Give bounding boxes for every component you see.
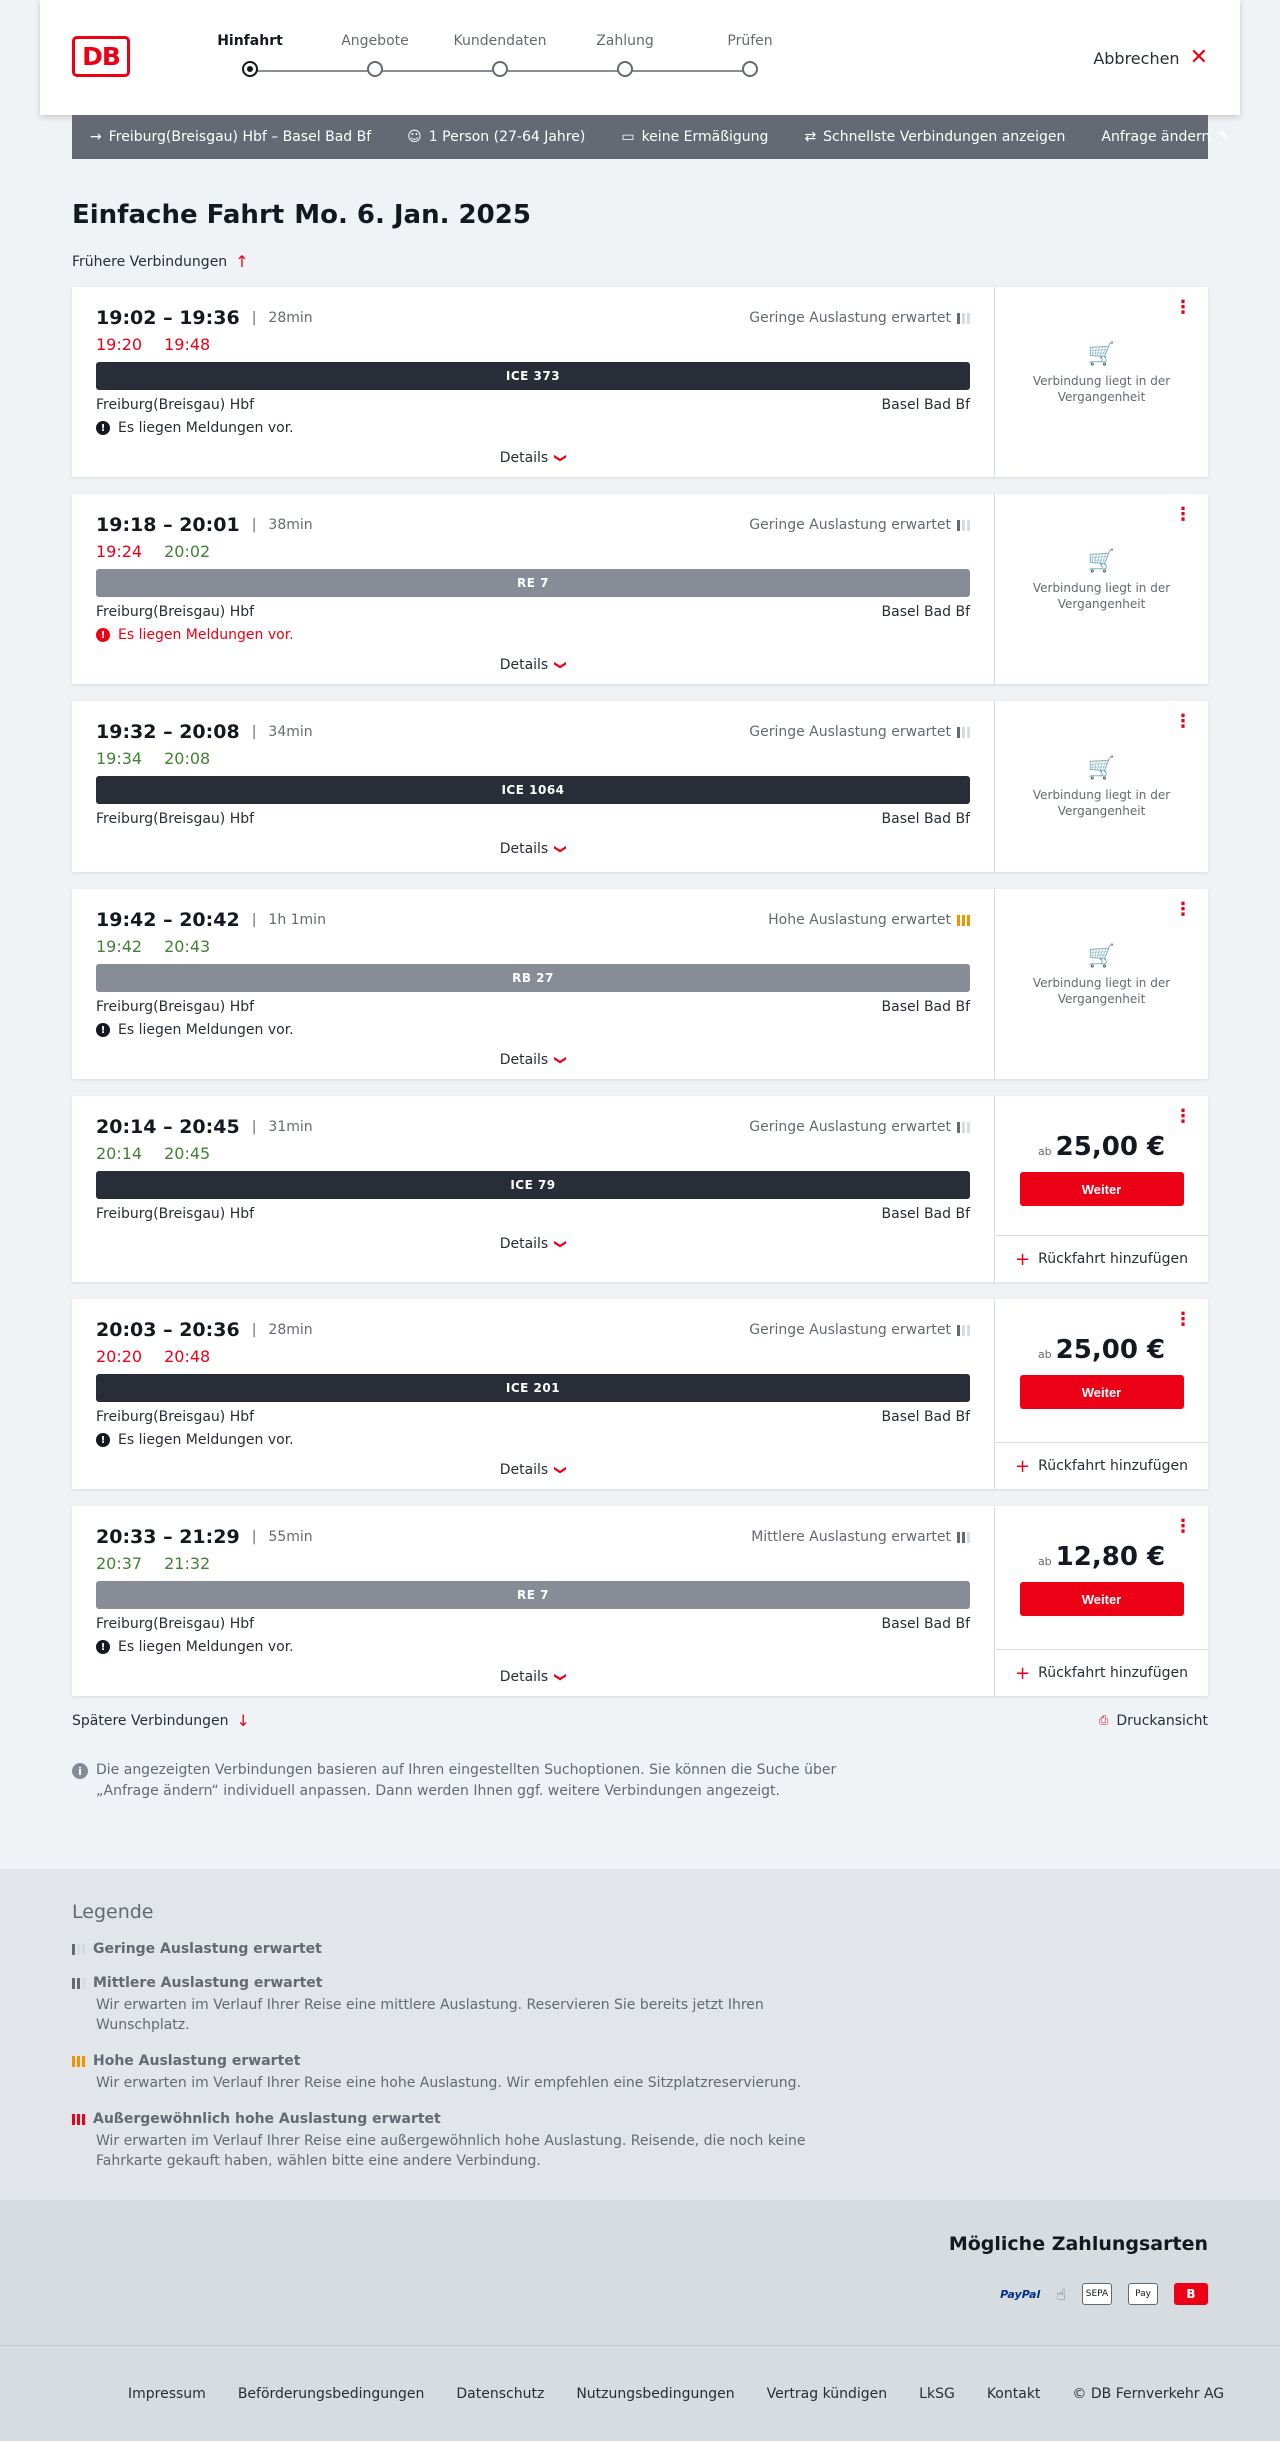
occupancy-icon — [957, 915, 970, 926]
connection-offer — [995, 1096, 1208, 1282]
legend-heading-text: Mittlere Auslastung erwartet — [93, 1975, 323, 1991]
cart-disabled-icon: 🛒 — [1087, 944, 1116, 969]
more-options-icon[interactable]: ⋮ — [1174, 504, 1192, 525]
connection-main[interactable] — [72, 287, 995, 477]
realtime-row — [96, 937, 970, 956]
step-dot-active — [242, 61, 258, 77]
occupancy-icon — [72, 1978, 85, 1989]
info-note — [72, 1760, 852, 1802]
route-summary[interactable] — [90, 129, 371, 145]
title-trip-type: Einfache Fahrt — [72, 200, 285, 230]
alert-icon: ! — [96, 628, 110, 642]
cancel-label: Abbrechen — [1093, 48, 1180, 68]
details-label: Details — [499, 1236, 549, 1252]
connection-main[interactable] — [72, 1096, 995, 1282]
connection-offer — [995, 287, 1208, 477]
occupancy-icon — [72, 1944, 85, 1955]
realtime-departure: 19:34 — [96, 749, 143, 768]
planned-times: 20:03 – 20:36 — [96, 1319, 240, 1341]
stations-row — [96, 397, 970, 413]
details-toggle[interactable] — [96, 450, 970, 466]
past-connection-note — [995, 944, 1208, 1007]
stations-row — [96, 999, 970, 1015]
notice-row[interactable] — [96, 1432, 970, 1448]
realtime-row — [96, 1347, 970, 1366]
route-text: Freiburg(Breisgau) Hbf – Basel Bad Bf — [108, 129, 372, 145]
connection-offer — [995, 494, 1208, 684]
footer-link[interactable]: Beförderungsbedingungen — [237, 2386, 425, 2402]
train-segment-bar[interactable]: ICE 373 — [96, 362, 970, 390]
connection-main[interactable] — [72, 494, 995, 684]
chevron-down-icon: ❯ — [554, 659, 569, 671]
duration: 34min — [268, 724, 313, 740]
legend-heading — [72, 1975, 1208, 1991]
apple-pay-icon: Pay — [1128, 2283, 1158, 2305]
planned-times: 19:18 – 20:01 — [96, 514, 240, 536]
price-value: 12,80 € — [1055, 1542, 1166, 1572]
person-icon: ☺ — [407, 129, 422, 145]
destination-station: Basel Bad Bf — [881, 397, 970, 413]
notice-text: Es liegen Meldungen vor. — [118, 627, 294, 643]
footer-link[interactable]: Datenschutz — [456, 2386, 545, 2402]
price-prefix: ab — [1037, 1348, 1052, 1361]
cart-disabled-icon: 🛒 — [1087, 549, 1116, 574]
planned-times: 19:02 – 19:36 — [96, 307, 240, 329]
details-toggle[interactable] — [96, 1462, 970, 1478]
legend-section — [0, 1869, 1280, 2200]
origin-station: Freiburg(Breisgau) Hbf — [96, 397, 255, 413]
stations-row — [96, 1616, 970, 1632]
below-cards-row — [72, 1711, 1208, 1730]
continue-button[interactable]: Weiter — [1020, 1172, 1184, 1206]
details-label: Details — [499, 841, 549, 857]
plus-icon: + — [1015, 1248, 1031, 1270]
info-text: Die angezeigten Verbindungen basieren auf Ihren eingestellten Suchoptionen. Sie können die Suche über „Anfrage ändern“ individuell anpassen. Dann werden Ihnen ggf. weitere Verbindungen angezeigt. — [96, 1762, 837, 1799]
details-label: Details — [499, 657, 549, 673]
legend-heading-text: Geringe Auslastung erwartet — [93, 1941, 322, 1957]
separator: | — [251, 1529, 257, 1545]
legend-heading — [72, 2053, 1208, 2069]
occupancy-text: Geringe Auslastung erwartet — [749, 310, 951, 326]
times-row — [96, 721, 970, 743]
train-segment-bar[interactable]: ICE 201 — [96, 1374, 970, 1402]
occupancy-icon — [957, 520, 970, 531]
step-hinfahrt[interactable] — [190, 33, 310, 77]
origin-station: Freiburg(Breisgau) Hbf — [96, 1616, 255, 1632]
occupancy-icon — [957, 1532, 970, 1543]
continue-button[interactable]: Weiter — [1020, 1582, 1184, 1616]
destination-station: Basel Bad Bf — [881, 999, 970, 1015]
occupancy-info[interactable] — [749, 1119, 970, 1135]
add-return-label: Rückfahrt hinzufügen — [1038, 1458, 1188, 1474]
details-label: Details — [499, 1052, 549, 1068]
legend-item — [72, 2053, 1208, 2093]
realtime-row — [96, 542, 970, 561]
legend-description: Wir erwarten im Verlauf Ihrer Reise eine hohe Auslastung. Wir empfehlen eine Sitzplatzreservierung. — [96, 2075, 801, 2091]
add-return-button[interactable] — [995, 1649, 1208, 1696]
connection-card[interactable] — [72, 701, 1208, 872]
past-connection-note — [995, 756, 1208, 819]
details-label: Details — [499, 1669, 549, 1685]
separator: | — [251, 1119, 257, 1135]
occupancy-text: Geringe Auslastung erwartet — [749, 1322, 951, 1338]
page-title — [72, 200, 1208, 230]
edit-request-label: Anfrage ändern — [1101, 129, 1211, 145]
legend-item — [72, 1941, 1208, 1957]
occupancy-info[interactable] — [749, 724, 970, 740]
realtime-row — [96, 749, 970, 768]
price-value: 25,00 € — [1055, 1132, 1166, 1162]
train-segment-bar[interactable]: RE 7 — [96, 1581, 970, 1609]
past-text: Verbindung liegt in der Vergangenheit — [1032, 581, 1171, 611]
realtime-row — [96, 1144, 970, 1163]
chevron-down-icon: ❯ — [554, 452, 569, 464]
occupancy-info[interactable] — [749, 310, 970, 326]
legend-item — [72, 1975, 1208, 2035]
step-label: Prüfen — [727, 33, 773, 49]
legend-description: Wir erwarten im Verlauf Ihrer Reise eine mittlere Auslastung. Reservieren Sie bereits jetzt Ihren Wunschplatz. — [96, 1997, 764, 2033]
alert-icon: ! — [96, 1640, 110, 1654]
destination-station: Basel Bad Bf — [881, 811, 970, 827]
arrow-right-icon: → — [90, 129, 102, 145]
connection-main[interactable] — [72, 1506, 995, 1696]
info-icon: i — [72, 1763, 88, 1779]
duration: 55min — [268, 1529, 313, 1545]
price — [995, 1542, 1208, 1572]
planned-times: 19:42 – 20:42 — [96, 909, 240, 931]
stations-row — [96, 1409, 970, 1425]
search-summary-bar — [72, 115, 1231, 159]
chevron-down-icon: ❯ — [554, 1238, 569, 1250]
notice-row[interactable] — [96, 1022, 970, 1038]
planned-times: 20:33 – 21:29 — [96, 1526, 240, 1548]
occupancy-text: Geringe Auslastung erwartet — [749, 1119, 951, 1135]
price-prefix: ab — [1037, 1145, 1052, 1158]
notice-text: Es liegen Meldungen vor. — [118, 1022, 294, 1038]
details-label: Details — [499, 1462, 549, 1478]
step-kundendaten[interactable] — [440, 33, 560, 77]
stations-row — [96, 604, 970, 620]
connection-card[interactable] — [72, 1506, 1208, 1696]
stations-row — [96, 811, 970, 827]
notice-text: Es liegen Meldungen vor. — [118, 1639, 294, 1655]
times-row — [96, 1526, 970, 1548]
past-text: Verbindung liegt in der Vergangenheit — [1032, 976, 1171, 1006]
payment-title: Mögliche Zahlungsarten — [948, 2233, 1208, 2255]
header — [40, 0, 1240, 115]
realtime-arrival: 21:32 — [164, 1554, 211, 1573]
realtime-arrival: 20:43 — [164, 937, 211, 956]
occupancy-text: Geringe Auslastung erwartet — [749, 517, 951, 533]
separator: | — [251, 1322, 257, 1338]
legend-heading-text: Außergewöhnlich hohe Auslastung erwartet — [93, 2111, 441, 2127]
more-options-icon[interactable]: ⋮ — [1174, 899, 1192, 920]
past-text: Verbindung liegt in der Vergangenheit — [1032, 788, 1171, 818]
details-toggle[interactable] — [96, 1669, 970, 1685]
footer-link[interactable]: © DB Fernverkehr AG — [1072, 2386, 1225, 2402]
stations-row — [96, 1206, 970, 1222]
realtime-arrival: 19:48 — [164, 335, 211, 354]
occupancy-info[interactable] — [749, 1322, 970, 1338]
separator: | — [251, 724, 257, 740]
arrow-up-icon: ↑ — [235, 252, 249, 271]
step-dot — [742, 61, 758, 77]
connection-offer — [995, 889, 1208, 1079]
chevron-down-icon: ❯ — [554, 1464, 569, 1476]
occupancy-text: Mittlere Auslastung erwartet — [751, 1529, 951, 1545]
continue-button[interactable]: Weiter — [1020, 1375, 1184, 1409]
step-label: Kundendaten — [453, 33, 547, 49]
add-return-button[interactable] — [995, 1442, 1208, 1489]
duration: 31min — [268, 1119, 313, 1135]
destination-station: Basel Bad Bf — [881, 1206, 970, 1222]
train-segment-bar[interactable]: RE 7 — [96, 569, 970, 597]
connection-list — [72, 287, 1208, 1696]
occupancy-info[interactable] — [768, 912, 970, 928]
cart-disabled-icon: 🛒 — [1087, 756, 1116, 781]
more-options-icon[interactable]: ⋮ — [1174, 1106, 1192, 1127]
connection-card[interactable] — [72, 494, 1208, 684]
alert-icon: ! — [96, 1433, 110, 1447]
destination-station: Basel Bad Bf — [881, 604, 970, 620]
step-pruefen[interactable] — [690, 33, 810, 77]
details-toggle[interactable] — [96, 841, 970, 857]
occupancy-icon — [72, 2114, 85, 2125]
print-icon: ⎙ — [1098, 1713, 1109, 1727]
connection-card[interactable] — [72, 889, 1208, 1079]
legend-heading — [72, 2111, 1208, 2127]
booking-stepper — [190, 33, 773, 83]
legend-heading — [72, 1941, 1208, 1957]
duration: 28min — [268, 310, 313, 326]
connection-main[interactable] — [72, 889, 995, 1079]
legend-title: Legende — [72, 1901, 154, 1923]
occupancy-info[interactable] — [751, 1529, 970, 1545]
notice-row[interactable] — [96, 1639, 970, 1655]
chevron-down-icon: ❯ — [554, 843, 569, 855]
occupancy-icon — [957, 313, 970, 324]
legend-heading-text: Hohe Auslastung erwartet — [93, 2053, 301, 2069]
origin-station: Freiburg(Breisgau) Hbf — [96, 811, 255, 827]
details-toggle[interactable] — [96, 1236, 970, 1252]
alert-icon: ! — [96, 421, 110, 435]
past-connection-note — [995, 549, 1208, 612]
title-date: Mo. 6. Jan. 2025 — [294, 200, 531, 230]
pencil-icon: ✎ — [1218, 129, 1231, 145]
connection-card[interactable] — [72, 287, 1208, 477]
step-zahlung[interactable] — [565, 33, 685, 77]
payment-section — [0, 2200, 1280, 2345]
notice-text: Es liegen Meldungen vor. — [118, 1432, 294, 1448]
step-label: Angebote — [341, 33, 409, 49]
paypal-icon: PayPal — [1000, 2287, 1041, 2301]
connection-offer — [995, 1506, 1208, 1696]
fastest-text: Schnellste Verbindungen anzeigen — [823, 129, 1066, 145]
chevron-down-icon: ❯ — [554, 1671, 569, 1683]
step-label: Hinfahrt — [217, 33, 283, 49]
occupancy-icon — [957, 727, 970, 738]
details-toggle[interactable] — [96, 1052, 970, 1068]
legend-item — [72, 2111, 1208, 2171]
realtime-departure: 19:42 — [96, 937, 143, 956]
footer-link[interactable]: Impressum — [128, 2386, 206, 2402]
cart-disabled-icon: 🛒 — [1087, 342, 1116, 367]
credit-card-icon: ☝ — [1056, 2284, 1066, 2304]
legend-description: Wir erwarten im Verlauf Ihrer Reise eine außergewöhnlich hohe Auslastung. Reisende, die noch keine Fahrkarte gekauft haben, wählen bitte eine andere Verbindung. — [96, 2133, 806, 2169]
duration: 1h 1min — [268, 912, 326, 928]
card-icon: ▭ — [621, 129, 635, 145]
arrow-down-icon: ↓ — [236, 1711, 250, 1730]
details-label: Details — [499, 450, 549, 466]
train-segment-bar[interactable]: ICE 1064 — [96, 776, 970, 804]
plus-icon: + — [1015, 1455, 1031, 1477]
earlier-connections-link[interactable] — [72, 252, 1208, 271]
step-angebote[interactable] — [315, 33, 435, 77]
duration: 38min — [268, 517, 313, 533]
times-row — [96, 514, 970, 536]
notice-row[interactable] — [96, 420, 970, 436]
separator: | — [251, 310, 257, 326]
step-dot — [492, 61, 508, 77]
origin-station: Freiburg(Breisgau) Hbf — [96, 1206, 255, 1222]
past-connection-note — [995, 342, 1208, 405]
times-row — [96, 1319, 970, 1341]
more-options-icon[interactable]: ⋮ — [1174, 297, 1192, 318]
planned-times: 20:14 – 20:45 — [96, 1116, 240, 1138]
db-bonus-icon: B — [1174, 2283, 1208, 2305]
footer-link[interactable]: LkSG — [919, 2386, 955, 2402]
occupancy-info[interactable] — [749, 517, 970, 533]
discount-summary[interactable] — [621, 129, 768, 145]
passenger-summary[interactable] — [407, 129, 585, 145]
realtime-row — [96, 335, 970, 354]
origin-station: Freiburg(Breisgau) Hbf — [96, 999, 255, 1015]
more-options-icon[interactable]: ⋮ — [1174, 1516, 1192, 1537]
earlier-label: Frühere Verbindungen — [72, 253, 228, 270]
db-logo[interactable]: DB — [72, 36, 130, 77]
more-options-icon[interactable]: ⋮ — [1174, 1309, 1192, 1330]
sepa-icon: SEPA — [1082, 2283, 1112, 2305]
times-row — [96, 307, 970, 329]
step-label: Zahlung — [596, 33, 654, 49]
payment-logos — [1000, 2283, 1208, 2305]
later-connections-link[interactable] — [72, 1711, 250, 1730]
step-dot — [617, 61, 633, 77]
realtime-departure: 20:37 — [96, 1554, 143, 1573]
train-segment-bar[interactable]: RB 27 — [96, 964, 970, 992]
cancel-button[interactable] — [1093, 47, 1208, 69]
notice-row[interactable] — [96, 627, 970, 643]
realtime-arrival: 20:45 — [164, 1144, 211, 1163]
header-area — [0, 0, 1280, 115]
details-toggle[interactable] — [96, 657, 970, 673]
origin-station: Freiburg(Breisgau) Hbf — [96, 1409, 255, 1425]
price — [995, 1132, 1208, 1162]
occupancy-icon — [957, 1122, 970, 1133]
connection-offer — [995, 1299, 1208, 1489]
price-value: 25,00 € — [1055, 1335, 1166, 1365]
realtime-arrival: 20:08 — [164, 749, 211, 768]
planned-times: 19:32 – 20:08 — [96, 721, 240, 743]
more-options-icon[interactable]: ⋮ — [1174, 711, 1192, 732]
destination-station: Basel Bad Bf — [881, 1409, 970, 1425]
connection-card[interactable] — [72, 1299, 1208, 1489]
footer-links — [128, 2386, 1224, 2402]
price-prefix: ab — [1037, 1555, 1052, 1568]
realtime-departure: 20:14 — [96, 1144, 143, 1163]
occupancy-text: Geringe Auslastung erwartet — [749, 724, 951, 740]
connection-main[interactable] — [72, 1299, 995, 1489]
passenger-text: 1 Person (27-64 Jahre) — [428, 129, 586, 145]
realtime-departure: 20:20 — [96, 1347, 143, 1366]
connection-card[interactable] — [72, 1096, 1208, 1282]
footer-link[interactable]: Vertrag kündigen — [766, 2386, 888, 2402]
separator: | — [251, 912, 257, 928]
occupancy-text: Hohe Auslastung erwartet — [768, 912, 951, 928]
add-return-label: Rückfahrt hinzufügen — [1038, 1665, 1188, 1681]
occupancy-icon — [957, 1325, 970, 1336]
connection-offer — [995, 701, 1208, 872]
edit-request-button[interactable] — [1101, 129, 1230, 145]
times-row — [96, 1116, 970, 1138]
price — [995, 1335, 1208, 1365]
add-return-label: Rückfahrt hinzufügen — [1038, 1251, 1188, 1267]
add-return-button[interactable] — [995, 1235, 1208, 1282]
alert-icon: ! — [96, 1023, 110, 1037]
close-icon: ✕ — [1189, 45, 1208, 70]
occupancy-icon — [72, 2056, 85, 2067]
duration: 28min — [268, 1322, 313, 1338]
discount-text: keine Ermäßigung — [641, 129, 769, 145]
realtime-row — [96, 1554, 970, 1573]
realtime-departure: 19:20 — [96, 335, 143, 354]
realtime-arrival: 20:02 — [164, 542, 211, 561]
plus-icon: + — [1015, 1662, 1031, 1684]
step-dot — [367, 61, 383, 77]
print-view-link[interactable] — [1099, 1713, 1208, 1729]
destination-station: Basel Bad Bf — [881, 1616, 970, 1632]
realtime-departure: 19:24 — [96, 542, 143, 561]
origin-station: Freiburg(Breisgau) Hbf — [96, 604, 255, 620]
footer-link[interactable]: Kontakt — [986, 2386, 1041, 2402]
train-segment-bar[interactable]: ICE 79 — [96, 1171, 970, 1199]
connection-main[interactable] — [72, 701, 995, 872]
legend-list — [72, 1941, 1208, 2171]
times-row — [96, 909, 970, 931]
sliders-icon: ⇄ — [804, 129, 817, 145]
footer — [0, 2345, 1280, 2441]
chevron-down-icon: ❯ — [554, 1054, 569, 1066]
past-text: Verbindung liegt in der Vergangenheit — [1032, 374, 1171, 404]
separator: | — [251, 517, 257, 533]
footer-link[interactable]: Nutzungsbedingungen — [576, 2386, 735, 2402]
notice-text: Es liegen Meldungen vor. — [118, 420, 294, 436]
realtime-arrival: 20:48 — [164, 1347, 211, 1366]
fastest-toggle[interactable] — [804, 129, 1065, 145]
print-label: Druckansicht — [1116, 1712, 1208, 1729]
main-content — [72, 200, 1208, 1802]
later-label: Spätere Verbindungen — [72, 1712, 229, 1729]
